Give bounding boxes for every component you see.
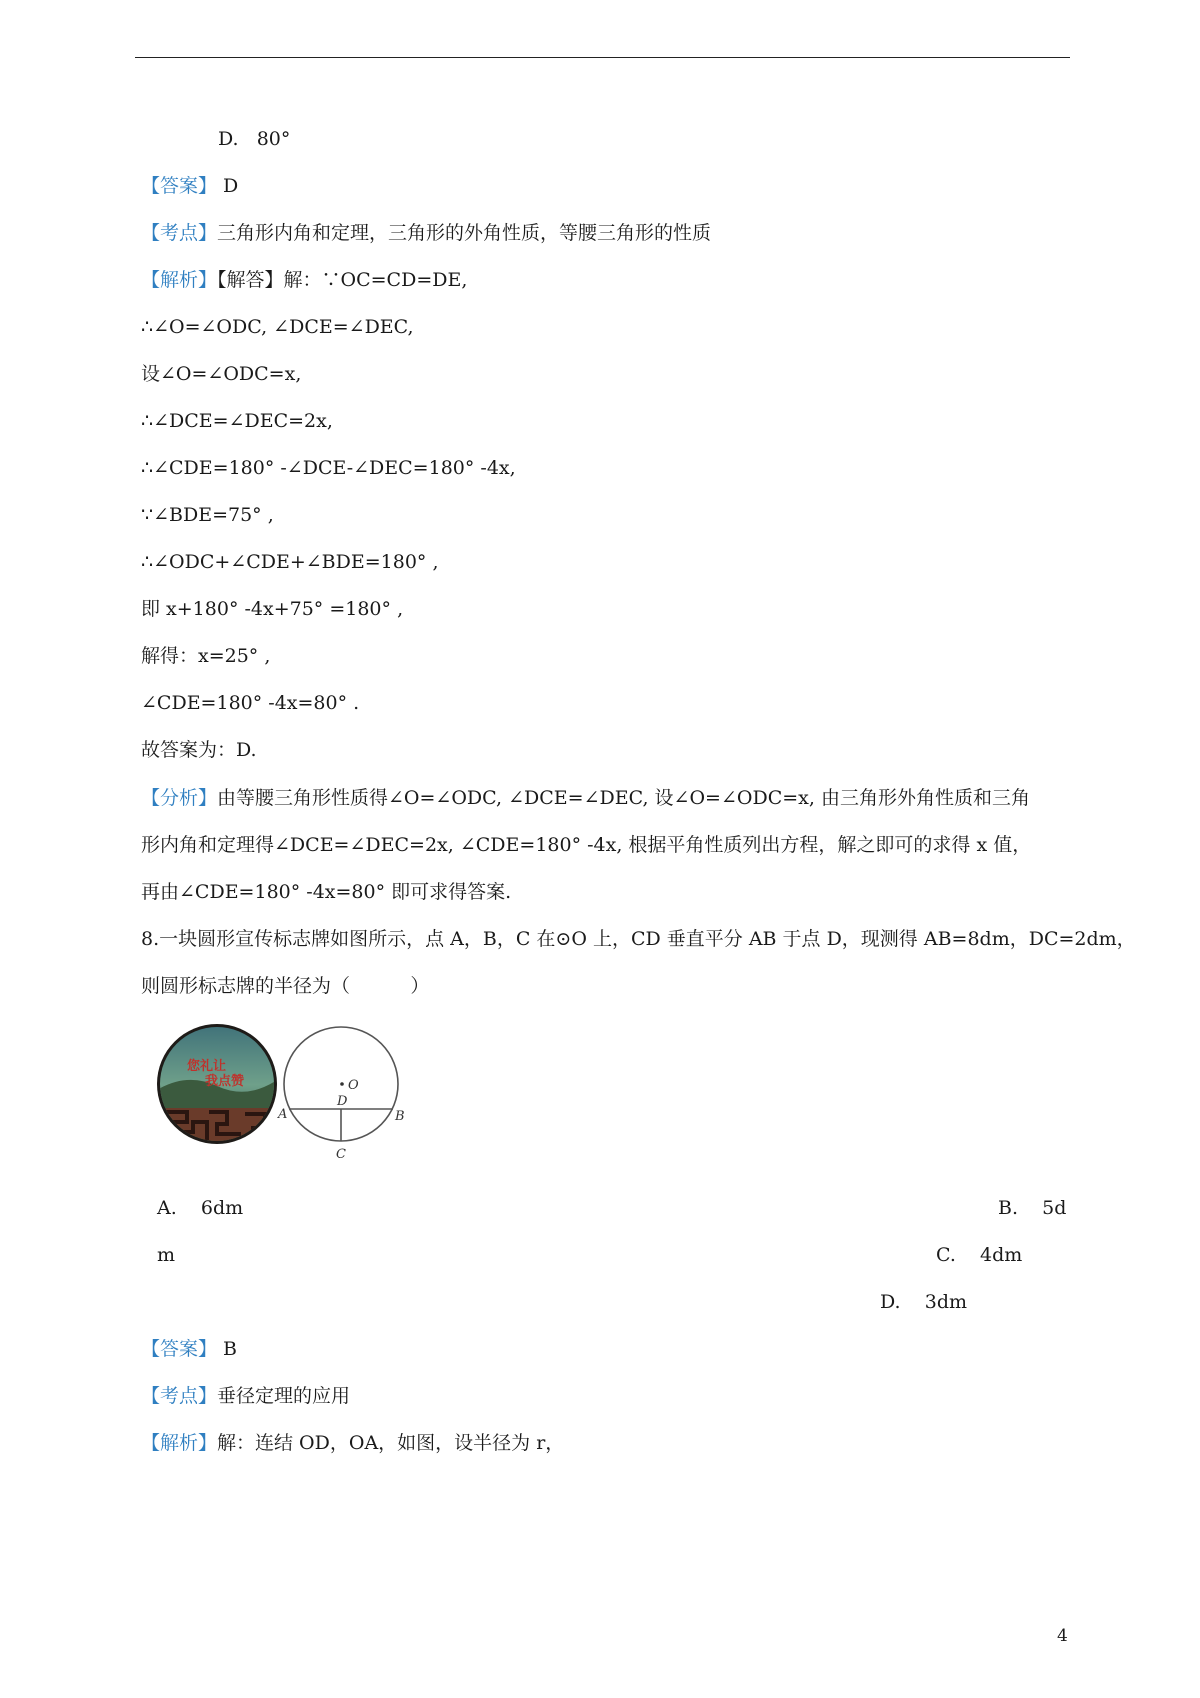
solution-step: ∴∠DCE=∠DEC=2x,	[141, 410, 333, 432]
q8-figure	[157, 1020, 422, 1165]
label-c: C	[336, 1147, 346, 1162]
jiexi-text: 【解答】解：∵OC=CD=DE,	[217, 269, 468, 291]
jiexi-text: 解：连结 OD，OA，如图，设半径为 r，	[217, 1432, 565, 1454]
q8-question-line2: 则圆形标志牌的半径为（ ）	[141, 975, 430, 997]
q7-option-d: D. 80°	[218, 128, 291, 150]
q8-jiexi	[141, 1430, 564, 1456]
q7-kaodian	[141, 220, 711, 246]
solution-step: 设∠O=∠ODC=x,	[141, 363, 302, 385]
q8-option-d: D. 3dm	[880, 1291, 968, 1313]
q8-kaodian	[141, 1383, 350, 1409]
q8-option-c: C. 4dm	[936, 1244, 1023, 1266]
solution-step: ∴∠O=∠ODC, ∠DCE=∠DEC,	[141, 316, 414, 338]
fenxi-text: 由等腰三角形性质得∠O=∠ODC, ∠DCE=∠DEC, 设∠O=∠ODC=x, 由三角形外角性质和三角	[217, 787, 1030, 809]
q8-option-b-wrap: m	[157, 1244, 176, 1266]
q7-fenxi-line3: 再由∠CDE=180° -4x=80° 即可求得答案.	[141, 881, 512, 903]
q7-fenxi-line1	[141, 785, 1030, 811]
sign-text-2: 我点赞	[205, 1074, 245, 1089]
answer-value: B	[217, 1338, 238, 1360]
jiexi-tag: 【解析】	[141, 1432, 218, 1454]
center-point	[340, 1082, 344, 1086]
q8-figure-svg	[157, 1020, 422, 1165]
sign-photo	[157, 1020, 277, 1150]
q7-answer	[141, 173, 238, 199]
solution-step: ∵∠BDE=75° ,	[141, 504, 274, 526]
fenxi-tag: 【分析】	[141, 787, 218, 809]
label-a: A	[278, 1107, 288, 1122]
q8-question-line1: 8.一块圆形宣传标志牌如图所示，点 A，B，C 在⊙O 上，CD 垂直平分 AB 于点 D，现测得 AB=8dm，DC=2dm，	[141, 928, 1136, 950]
kaodian-text: 垂径定理的应用	[217, 1385, 351, 1407]
solution-step: 即 x+180° -4x+75° =180° ,	[141, 598, 404, 620]
q8-option-a: A. 6dm	[157, 1197, 244, 1219]
solution-step: 解得：x=25° ,	[141, 645, 271, 667]
solution-step: ∴∠CDE=180° -∠DCE-∠DEC=180° -4x,	[141, 457, 516, 479]
solution-step: ∴∠ODC+∠CDE+∠BDE=180° ,	[141, 551, 439, 573]
q8-option-b: B. 5d	[998, 1197, 1067, 1219]
q8-answer	[141, 1336, 237, 1362]
answer-tag: 【答案】	[141, 175, 218, 197]
header-rule	[135, 57, 1070, 58]
label-b: B	[395, 1109, 405, 1124]
kaodian-tag: 【考点】	[141, 222, 218, 244]
solution-step: 故答案为：D.	[141, 739, 257, 761]
q7-jiexi	[141, 267, 467, 293]
answer-value: D	[217, 175, 239, 197]
label-d: D	[337, 1094, 348, 1109]
solution-step: ∠CDE=180° -4x=80° .	[141, 692, 360, 714]
kaodian-text: 三角形内角和定理，三角形的外角性质，等腰三角形的性质	[217, 222, 712, 244]
label-o: O	[348, 1078, 359, 1093]
kaodian-tag: 【考点】	[141, 1385, 218, 1407]
answer-tag: 【答案】	[141, 1338, 218, 1360]
jiexi-tag: 【解析】	[141, 269, 218, 291]
page-number: 4	[1057, 1626, 1068, 1646]
q7-fenxi-line2: 形内角和定理得∠DCE=∠DEC=2x, ∠CDE=180° -4x, 根据平角性质列出方程，解之即可的求得 x 值，	[141, 834, 1032, 856]
sign-text-1: 您礼让	[187, 1059, 227, 1074]
